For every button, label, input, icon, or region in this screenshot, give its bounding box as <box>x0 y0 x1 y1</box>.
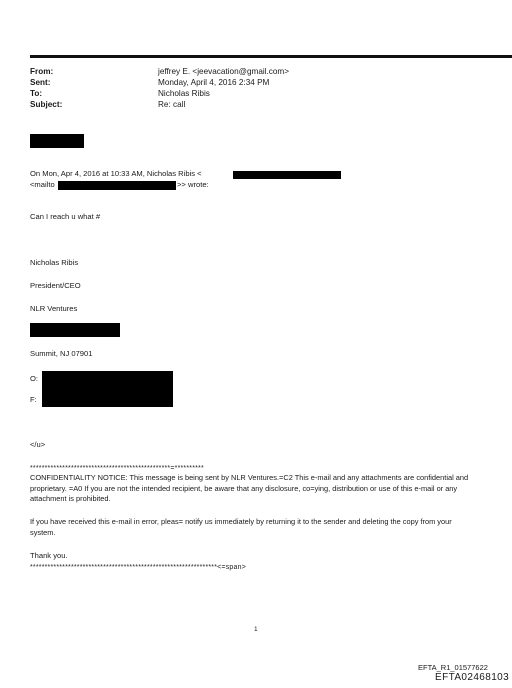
efta-small: EFTA_R1_01577622 <box>418 663 488 672</box>
quote-line-2-prefix: <mailto <box>30 180 55 189</box>
to-label: To: <box>30 89 43 98</box>
signature-title: President/CEO <box>30 281 81 290</box>
sent-label: Sent: <box>30 78 51 87</box>
page-number: 1 <box>254 626 258 633</box>
redaction-block <box>42 371 173 407</box>
subject-label: Subject: <box>30 100 63 109</box>
u-tag-text: </u> <box>30 440 46 449</box>
redaction-block <box>30 134 84 148</box>
to-value: Nicholas Ribis <box>158 89 210 98</box>
redaction-block <box>58 181 176 190</box>
efta-large: EFTA02468103 <box>435 672 510 683</box>
subject-value: Re: call <box>158 100 186 109</box>
redaction-block <box>233 171 341 179</box>
signature-city: Summit, NJ 07901 <box>30 349 93 358</box>
signature-company: NLR Ventures <box>30 304 78 313</box>
from-value: jeffrey E. <jeevacation@gmail.com> <box>158 67 290 76</box>
stars-top: ************************************************=********** <box>30 465 204 472</box>
fax-label: F: <box>30 395 37 404</box>
redaction-block <box>30 323 120 337</box>
sent-value: Monday, April 4, 2016 2:34 PM <box>158 78 270 87</box>
confidentiality-notice: CONFIDENTIALITY NOTICE: This message is being sent by NLR Ventures.=C2 This e-mail and any attachments are confidential and proprietary. =A0 If you are not the intended recipient, be aware that any disclosure, co=ying, distribution or use of this e-mail or any attachment is prohibited. <box>30 473 469 503</box>
signature-name: Nicholas Ribis <box>30 258 79 267</box>
header-rule <box>30 55 512 58</box>
quote-line-1: On Mon, Apr 4, 2016 at 10:33 AM, Nicholas Ribis < <box>30 169 202 178</box>
quote-line-2-suffix: >> wrote: <box>177 180 209 189</box>
from-label: From: <box>30 67 54 76</box>
thanks-text: Thank you. <box>30 551 68 560</box>
message-text: Can I reach u what # <box>30 212 101 221</box>
stars-bottom: ****************************************************************<=span> <box>30 564 246 571</box>
error-notice: If you have received this e-mail in error, pleas= notify us immediately by returning it to the sender and deleting the copy from your system. <box>30 517 452 537</box>
office-label: O: <box>30 374 39 383</box>
